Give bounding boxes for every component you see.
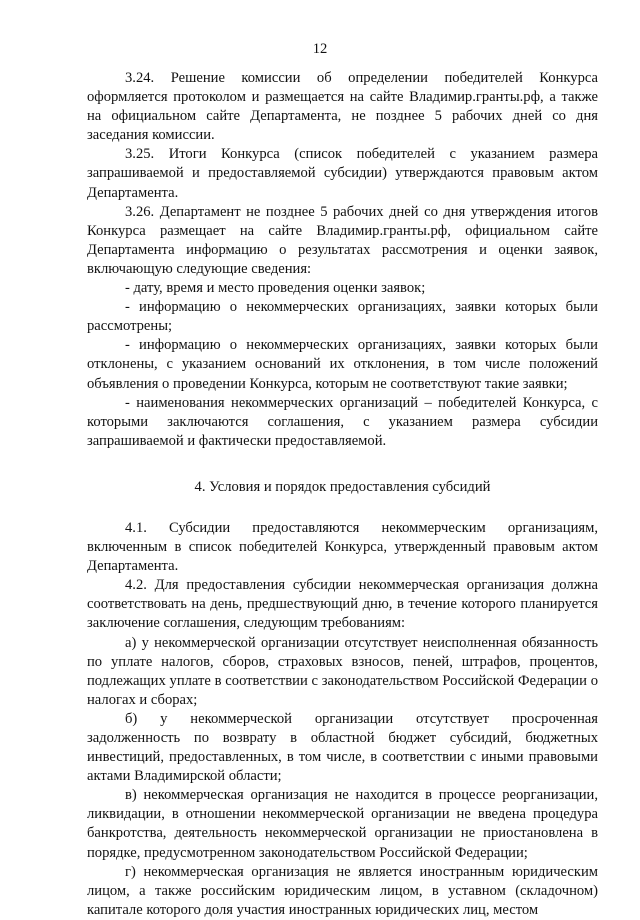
section-4-heading: 4. Условия и порядок предоставления субсидий: [194, 478, 491, 495]
paragraph-4-2: 4.2. Для предоставления субсидии некоммерческая организация должна соответствовать на день, предшествующий дню, в течение которого планируется заключение соглашения, следующим требованиям:: [87, 577, 598, 632]
condition-b: б) у некоммерческой организации отсутствует просроченная задолженность по возврату в областной бюджет субсидий, бюджетных инвестиций, предоставленных, в том числе, в соответствии с иными правовыми актами Владимирской области;: [87, 710, 598, 785]
list-item-reviewed: - информацию о некоммерческих организациях, заявки которых были рассмотрены;: [87, 299, 598, 335]
condition-g: г) некоммерческая организация не является иностранным юридическим лицом, а также российским юридическим лицом, в уставном (складочном) капитале которого доля участия иностранных юридических лиц, местом: [87, 863, 598, 918]
list-item-date: - дату, время и место проведения оценки заявок;: [125, 280, 426, 297]
list-item-rejected: - информацию о некоммерческих организациях, заявки которых были отклонены, с указанием оснований их отклонения, в том числе положений объявления о проведении Конкурса, которым не соответствуют такие заявки;: [87, 337, 598, 392]
paragraph-4-1: 4.1. Субсидии предоставляются некоммерческим организациям, включенным в список победителей Конкурса, утвержденный правовым актом Департамента.: [87, 519, 598, 575]
page-number: 12: [312, 41, 328, 57]
condition-v: в) некоммерческая организация не находится в процессе реорганизации, ликвидации, в отношении некоммерческой организации не введена процедура банкротства, деятельность некоммерческой организации не приостановлена в порядке, предусмотренном законодательством Российской Федерации;: [87, 787, 598, 861]
paragraph-3-26: 3.26. Департамент не позднее 5 рабочих дней со дня утверждения итогов Конкурса размещает на сайте Владимир.гранты.рф, официальном сайте Департамента информацию о результатах рассмотрения и оценки заявок, включающую следующие сведения:: [87, 203, 598, 277]
paragraph-3-25: 3.25. Итоги Конкурса (список победителей с указанием размера запрашиваемой и предоставляемой субсидии) утверждаются правовым актом Департамента.: [87, 146, 598, 201]
paragraph-3-24: 3.24. Решение комиссии об определении победителей Конкурса оформляется протоколом и размещается на сайте Владимир.гранты.рф, а также на официальном сайте Департамента, не позднее 5 рабочих дней со дня заседания комиссии.: [87, 70, 598, 144]
list-item-winners: - наименования некоммерческих организаций – победителей Конкурса, с которыми заключаются соглашения, с указанием размера субсидии запрашиваемой и фактически предоставляемой.: [87, 394, 598, 449]
document-body: [87, 69, 598, 920]
condition-a: а) у некоммерческой организации отсутствует неисполненная обязанность по уплате налогов, сборов, страховых взносов, пеней, штрафов, процентов, подлежащих уплате в соответствии с законодательством Российской Федерации о налогах и сборах;: [87, 634, 598, 708]
